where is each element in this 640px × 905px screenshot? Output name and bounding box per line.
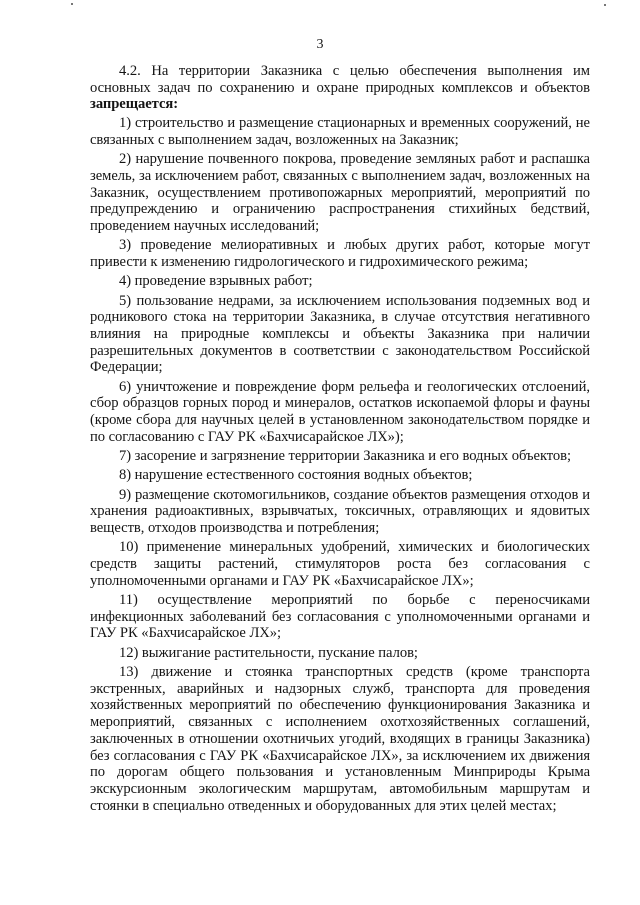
list-item-11: 11) осуществление мероприятий по борьбе с переносчиками инфекционных заболеваний без согласования с уполномоченными органами и ГАУ РК «Бахчисарайское ЛХ»; [90,592,590,642]
page-number: 3 [316,37,324,52]
list-item-13: 13) движение и стоянка транспортных средств (кроме транспорта экстренных, аварийных и надзорных служб, транспорта для проведения хозяйственных мероприятий по обеспечению функционирования Заказника и мероприятий, связанных с исполнением охотхозяйственных соглашений, заключенных в отношении охотничьих угодий, входящих в границы Заказника) без согласования с ГАУ РК «Бахчисарайское ЛХ», за исключением их движения по дорогам общего пользования и установленным Минприроды Крыма экскурсионным экологическим маршрутам, автомобильным маршрутам и стоянки в специально отведенных и оборудованных для этих целей местах; [90,664,590,814]
forbidden-word: запрещается [90,96,174,113]
list-item-12: 12) выжигание растительности, пускание палов; [119,644,418,661]
scan-speck [604,4,606,6]
section-intro [90,63,590,113]
document-body [90,63,590,817]
list-item-1: 1) строительство и размещение стационарных и временных сооружений, не связанных с выполнением задач, возложенных на Заказник; [90,115,590,148]
list-item-6: 6) уничтожение и повреждение форм рельефа и геологических отслоений, сбор образцов горных пород и минералов, остатков ископаемой флоры и фауны (кроме сбора для научных целей в установленном законодательством порядке и по согласованию с ГАУ РК «Бахчисарайское ЛХ»); [90,378,590,445]
list-item-9: 9) размещение скотомогильников, создание объектов размещения отходов и хранения радиоактивных, взрывчатых, токсичных, отравляющих и ядовитых веществ, отходов производства и потребления; [90,486,590,537]
list-item-2: 2) нарушение почвенного покрова, проведение земляных работ и распашка земель, за исключением работ, связанных с выполнением задач, возложенных на Заказник, осуществлением противопожарных мероприятий, мероприятий по предупреждению и ограничению распространения стихийных бедствий, проведением научных исследований; [90,151,590,234]
list-item-10: 10) применение минеральных удобрений, химических и биологических средств защиты растений, стимуляторов роста без согласования с уполномоченными органами и ГАУ РК «Бахчисарайское ЛХ»; [90,539,590,589]
intro-colon: : [173,96,179,113]
list-item-3: 3) проведение мелиоративных и любых других работ, которые могут привести к изменению гидрологического и гидрохимического режима; [90,237,590,270]
list-item-7: 7) засорение и загрязнение территории Заказника и его водных объектов; [119,448,572,465]
intro-text: 4.2. На территории Заказника с целью обеспечения выполнения им основных задач по сохранению и охране природных комплексов и объектов [90,63,590,96]
list-item-4: 4) проведение взрывных работ; [119,273,313,290]
list-item-8: 8) нарушение естественного состояния водных объектов; [119,467,473,484]
scan-speck [71,3,73,5]
list-item-5: 5) пользование недрами, за исключением использования подземных вод и родникового стока на территории Заказника, в случае отсутствия негативного влияния на природные комплексы и объекты Заказника при наличии разрешительных документов в соответствии с законодательством Российской Федерации; [90,292,590,376]
